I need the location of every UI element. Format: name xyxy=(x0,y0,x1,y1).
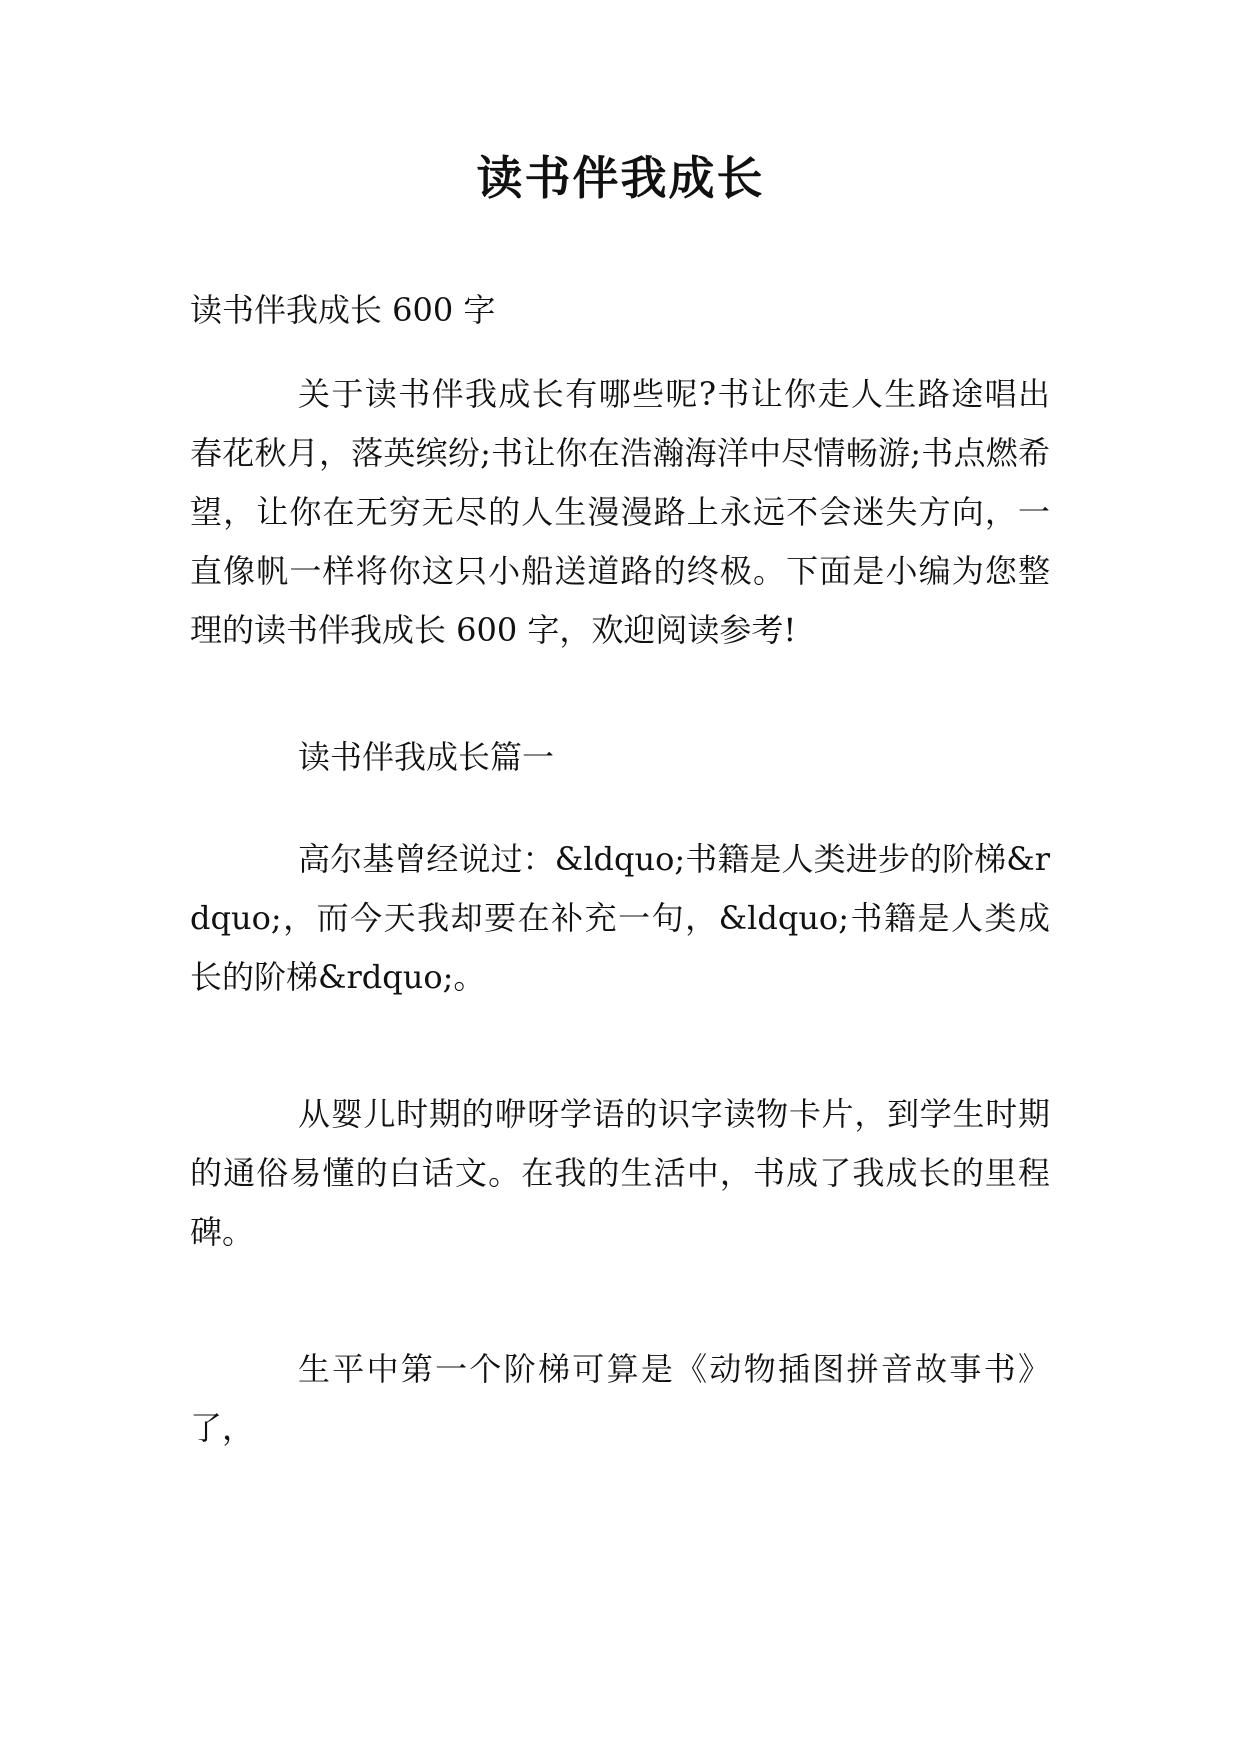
intro-paragraph: 关于读书伴我成长有哪些呢?书让你走人生路途唱出春花秋月，落英缤纷;书让你在浩瀚海洋中尽情畅游;书点燃希望，让你在无穷无尽的人生漫漫路上永远不会迷失方向，一直像帆一样将你这只小船送道路的终极。下面是小编为您整理的读书伴我成长 600 字，欢迎阅读参考! xyxy=(190,375,1050,649)
body-paragraph-2: 从婴儿时期的咿呀学语的识字读物卡片，到学生时期的通俗易懂的白话文。在我的生活中，书成了我成长的里程碑。 xyxy=(190,1095,1050,1251)
document-title: 读书伴我成长 xyxy=(476,151,765,205)
body-paragraph-3: 生平中第一个阶梯可算是《动物插图拼音故事书》了， xyxy=(190,1350,1050,1447)
body-paragraph-1: 高尔基曾经说过：&ldquo;书籍是人类进步的阶梯&rdquo;，而今天我却要在补充一句，&ldquo;书籍是人类成长的阶梯&rdquo;。 xyxy=(190,840,1050,996)
section-heading: 读书伴我成长篇一 xyxy=(298,738,555,776)
document-subtitle: 读书伴我成长 600 字 xyxy=(190,291,496,329)
